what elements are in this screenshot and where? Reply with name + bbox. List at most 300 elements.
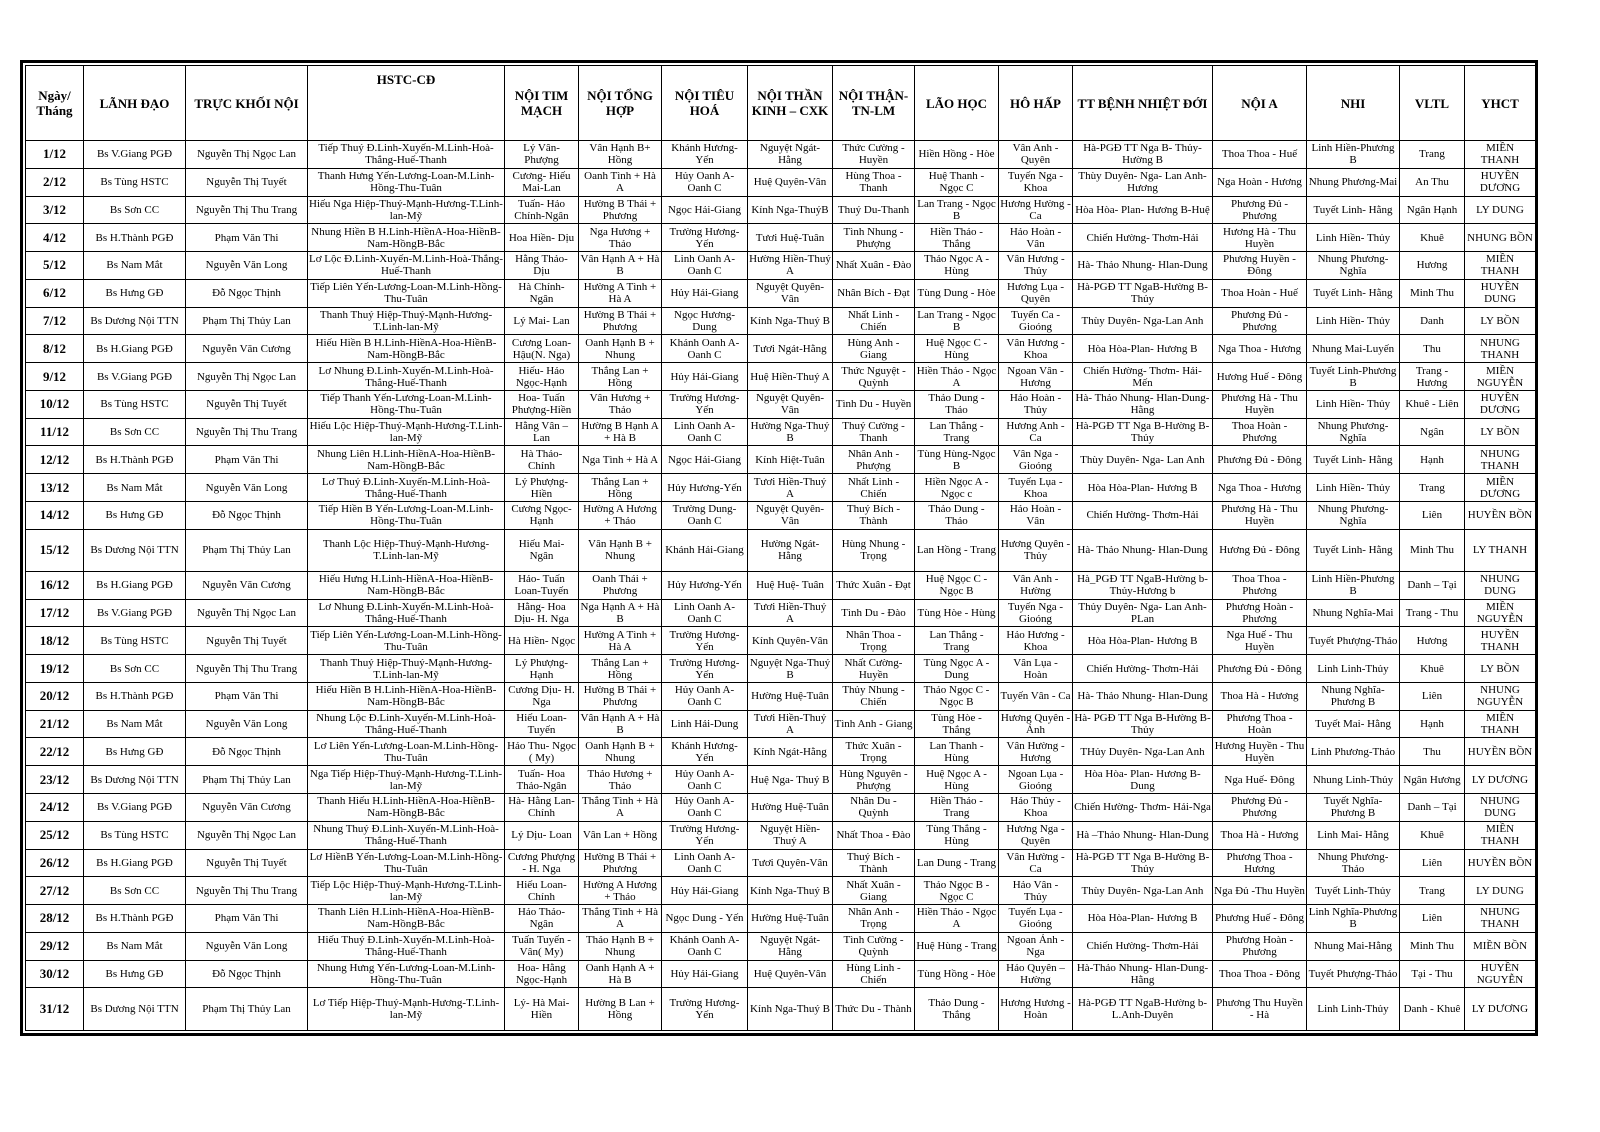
col-truc-khoi-noi-cell: Phạm Thị Thủy Lan bbox=[186, 529, 308, 571]
col-lao-hoc-cell: Tùng Hồng - Hòe bbox=[915, 960, 999, 988]
col-truc-khoi-noi-cell: Phạm Thị Thủy Lan bbox=[186, 307, 308, 335]
col-lao-hoc-cell: Huệ Ngọc C - Hùng bbox=[915, 335, 999, 363]
col-lao-hoc-cell: Tùng Hòe - Hùng bbox=[915, 599, 999, 627]
col-lao-hoc-cell: Hiền Thảo - Thắng bbox=[915, 224, 999, 252]
col-lao-hoc-cell: Tùng Ngọc A - Dung bbox=[915, 655, 999, 683]
col-ho-hap-cell: Tuyến Nga - Khoa bbox=[999, 168, 1073, 196]
col-truc-khoi-noi-cell: Nguyễn Thị Tuyết bbox=[186, 849, 308, 877]
col-lanh-dao-cell: Bs Nam Mắt bbox=[84, 252, 186, 280]
col-ho-hap-cell: Tuyến Lụa - Gioóng bbox=[999, 905, 1073, 933]
col-noi-tong-hop-cell: Hường B Thái + Phương bbox=[579, 307, 662, 335]
col-tt-benh-nhiet-doi-cell: Chiến Hường- Thơm-Hải bbox=[1073, 655, 1213, 683]
col-noi-tim-mach-cell: Hà Hiền- Ngọc bbox=[505, 627, 579, 655]
col-vltl-cell: Liên bbox=[1400, 905, 1465, 933]
col-yhct-cell: NHUNG NGUYỄN bbox=[1465, 682, 1536, 710]
col-noi-than-kinh-cell: Tươi Ngát-Hằng bbox=[748, 335, 833, 363]
col-truc-khoi-noi-cell: Nguyễn Văn Cương bbox=[186, 335, 308, 363]
col-noi-than-kinh-cell: Hường Huệ-Tuân bbox=[748, 682, 833, 710]
col-tt-benh-nhiet-doi-cell: Hà- Thảo Nhung- Hlan-Dung bbox=[1073, 682, 1213, 710]
date-cell: 8/12 bbox=[26, 335, 84, 363]
col-lao-hoc-cell: Huệ Ngọc A - Hùng bbox=[915, 766, 999, 794]
col-noi-a-cell: Nga Huế - Thu Huyền bbox=[1213, 627, 1307, 655]
col-nhi-cell: Linh Hiền- Thủy bbox=[1307, 474, 1400, 502]
col-noi-than-cell: Nhân Anh - Trọng bbox=[833, 905, 915, 933]
col-nhi-cell: Nhung Linh-Thủy bbox=[1307, 766, 1400, 794]
col-truc-khoi-noi-cell: Đỗ Ngọc Thịnh bbox=[186, 738, 308, 766]
col-lao-hoc-cell: Thảo Ngọc A - Hùng bbox=[915, 252, 999, 280]
date-cell: 7/12 bbox=[26, 307, 84, 335]
col-lao-hoc-cell: Tùng Hùng-Ngọc B bbox=[915, 446, 999, 474]
col-noi-tieu-hoa-cell: Ngọc Dung - Yến bbox=[662, 905, 748, 933]
col-noi-tim-mach-cell: Hà Chính- Ngân bbox=[505, 279, 579, 307]
col-truc-khoi-noi-cell: Nguyễn Văn Long bbox=[186, 710, 308, 738]
date-cell: 3/12 bbox=[26, 196, 84, 224]
col-lao-hoc-cell: Tùng Dung - Hòe bbox=[915, 279, 999, 307]
col-noi-tong-hop-cell: Hường B Hạnh A + Hà B bbox=[579, 418, 662, 446]
col-truc-khoi-noi-cell: Phạm Văn Thi bbox=[186, 446, 308, 474]
col-truc-khoi-noi-cell: Nguyễn Thị Tuyết bbox=[186, 627, 308, 655]
col-truc-khoi-noi-cell: Nguyễn Văn Long bbox=[186, 252, 308, 280]
col-noi-tieu-hoa-cell: Hủy Oanh A-Oanh C bbox=[662, 766, 748, 794]
col-noi-tong-hop-cell: Thắng Tình + Hà A bbox=[579, 905, 662, 933]
table-row bbox=[26, 766, 1536, 794]
col-ho-hap-cell: Hương Lụa - Quyên bbox=[999, 279, 1073, 307]
col-noi-tieu-hoa-cell: Ngọc Hải-Giang bbox=[662, 446, 748, 474]
col-ho-hap-cell: Hảo Quyên – Hường bbox=[999, 960, 1073, 988]
col-noi-tieu-hoa-cell: Linh Oanh A-Oanh C bbox=[662, 849, 748, 877]
col-noi-tim-mach-cell: Cương Ngọc- Hạnh bbox=[505, 501, 579, 529]
col-noi-than-cell: Thức Nguyệt - Quỳnh bbox=[833, 363, 915, 391]
col-tt-benh-nhiet-doi-cell: Hòa Hòa-Plan- Hương B bbox=[1073, 627, 1213, 655]
col-noi-tong-hop-cell: Oanh Tình + Hà A bbox=[579, 168, 662, 196]
col-noi-tong-hop-cell: Hường A Tình + Hà A bbox=[579, 279, 662, 307]
col-noi-tong-hop-cell: Vân Hạnh A + Hà B bbox=[579, 252, 662, 280]
col-lanh-dao-cell: Bs H.Giang PGĐ bbox=[84, 335, 186, 363]
col-truc-khoi-noi-cell: Đỗ Ngọc Thịnh bbox=[186, 960, 308, 988]
col-noi-a-cell: Phương Đủ - Phương bbox=[1213, 196, 1307, 224]
col-noi-than-cell: Hùng Nhung - Trọng bbox=[833, 529, 915, 571]
col-noi-than-cell: Nhân Thoa - Trọng bbox=[833, 627, 915, 655]
col-vltl-cell: Minh Thu bbox=[1400, 932, 1465, 960]
col-lanh-dao-cell: Bs Sơn CC bbox=[84, 877, 186, 905]
col-noi-tong-hop-cell: Thắng Tình + Hà A bbox=[579, 794, 662, 822]
col-noi-than-header: NỘI THẬN-TN-LM bbox=[833, 66, 915, 141]
table-row bbox=[26, 655, 1536, 683]
col-tt-benh-nhiet-doi-cell: Chiến Hường- Thơm-Hải bbox=[1073, 224, 1213, 252]
col-yhct-cell: NHUNG DUNG bbox=[1465, 571, 1536, 599]
col-yhct-cell: LY DUNG bbox=[1465, 877, 1536, 905]
col-noi-than-cell: Nhân Anh - Phượng bbox=[833, 446, 915, 474]
col-noi-than-kinh-cell: Huệ Huệ- Tuân bbox=[748, 571, 833, 599]
col-ho-hap-cell: Hương Hương - Hoàn bbox=[999, 988, 1073, 1031]
col-noi-a-cell: Phương Hoàn - Phương bbox=[1213, 932, 1307, 960]
col-noi-tim-mach-cell: Hoa- Tuấn Phượng-Hiền bbox=[505, 390, 579, 418]
col-vltl-cell: Ngân bbox=[1400, 418, 1465, 446]
col-nhi-cell: Nhung Phương-Nghĩa bbox=[1307, 252, 1400, 280]
date-cell: 21/12 bbox=[26, 710, 84, 738]
col-noi-tong-hop-cell: Nga Tình + Hà A bbox=[579, 446, 662, 474]
col-nhi-cell: Linh Mai- Hằng bbox=[1307, 821, 1400, 849]
col-hstc-cd-cell: Lơ Lộc Đ.Linh-Xuyến-M.Linh-Hoà-Thắng-Huế-Thanh bbox=[309, 253, 503, 278]
col-truc-khoi-noi-cell: Nguyễn Thị Ngọc Lan bbox=[186, 141, 308, 169]
col-vltl-cell: Trang bbox=[1400, 141, 1465, 169]
date-cell: 24/12 bbox=[26, 794, 84, 822]
col-yhct-cell: MIỀN NGUYỄN bbox=[1465, 363, 1536, 391]
col-noi-than-kinh-cell: Nguyệt Quyên-Vân bbox=[748, 390, 833, 418]
col-lanh-dao-cell: Bs Sơn CC bbox=[84, 196, 186, 224]
col-lao-hoc-cell: Tùng Thắng - Hùng bbox=[915, 821, 999, 849]
table-row bbox=[26, 307, 1536, 335]
col-noi-a-cell: Phương Huế - Đông bbox=[1213, 905, 1307, 933]
table-row bbox=[26, 252, 1536, 280]
col-noi-tim-mach-cell: Cương- Hiếu Mai-Lan bbox=[505, 168, 579, 196]
col-truc-khoi-noi-cell: Nguyễn Văn Cương bbox=[186, 571, 308, 599]
col-noi-tim-mach-cell: Lý Dịu- Loan bbox=[505, 821, 579, 849]
col-truc-khoi-noi-cell: Nguyễn Thị Thu Trang bbox=[186, 418, 308, 446]
col-noi-tim-mach-cell: Hoa- Hằng Ngọc-Hạnh bbox=[505, 960, 579, 988]
col-noi-than-cell: Nhân Bích - Đạt bbox=[833, 279, 915, 307]
date-cell: 25/12 bbox=[26, 821, 84, 849]
col-yhct-cell: HUYỀN THANH bbox=[1465, 627, 1536, 655]
col-noi-than-cell: Nhất Linh - Chiến bbox=[833, 474, 915, 502]
col-lao-hoc-cell: Thảo Dung - Thảo bbox=[915, 501, 999, 529]
col-noi-tieu-hoa-header: NỘI TIÊU HOÁ bbox=[662, 66, 748, 141]
col-noi-tim-mach-header: NỘI TIM MẠCH bbox=[505, 66, 579, 141]
col-yhct-cell: LY BỒN bbox=[1465, 307, 1536, 335]
col-vltl-cell: Tại - Thu bbox=[1400, 960, 1465, 988]
col-nhi-cell: Linh Nghĩa-Phương B bbox=[1307, 905, 1400, 933]
table-row bbox=[26, 363, 1536, 391]
col-nhi-cell: Tuyết Linh- Hằng bbox=[1307, 529, 1400, 571]
col-nhi-cell: Tuyết Linh- Hằng bbox=[1307, 196, 1400, 224]
col-truc-khoi-noi-cell: Phạm Văn Thi bbox=[186, 905, 308, 933]
col-hstc-cd-header: HSTC-CĐ bbox=[308, 66, 505, 141]
col-vltl-cell: Trang - Hương bbox=[1400, 363, 1465, 391]
table-row bbox=[26, 794, 1536, 822]
col-hstc-cd-cell: Nhung Hưng Yến-Lương-Loan-M.Linh-Hồng-Thu-Tuân bbox=[308, 960, 505, 988]
table-row bbox=[26, 141, 1536, 169]
col-noi-a-cell: Thoa Thoa - Phương bbox=[1213, 571, 1307, 599]
col-hstc-cd-cell: Thanh Thuý Hiệp-Thuý-Mạnh-Hương-T.Linh-lan-Mỹ bbox=[308, 307, 505, 335]
col-noi-tim-mach-cell: Cương Loan-Hậu(N. Nga) bbox=[505, 335, 579, 363]
col-lanh-dao-cell: Bs Hưng GĐ bbox=[84, 738, 186, 766]
table-row bbox=[26, 196, 1536, 224]
col-lao-hoc-cell: Lan Thanh - Hùng bbox=[915, 738, 999, 766]
col-noi-a-cell: Hương Đủ - Đông bbox=[1213, 529, 1307, 571]
col-vltl-cell: Hạnh bbox=[1400, 446, 1465, 474]
col-hstc-cd-cell: Hiếu Nga Hiệp-Thuý-Mạnh-Hương-T.Linh-lan-Mỹ bbox=[309, 197, 503, 222]
col-hstc-cd-cell: Lơ Thuý Đ.Linh-Xuyến-M.Linh-Hoà-Thắng-Huế-Thanh bbox=[308, 474, 505, 502]
col-noi-than-cell: Thức Xuân - Trọng bbox=[833, 738, 915, 766]
col-noi-tieu-hoa-cell: Trường Hương-Yến bbox=[662, 390, 748, 418]
col-tt-benh-nhiet-doi-cell: Hà- Thảo Nhung- Hlan-Dung bbox=[1073, 529, 1213, 571]
col-truc-khoi-noi-header: TRỰC KHỐI NỘI bbox=[186, 66, 308, 141]
col-hstc-cd-cell: Lơ Liên Yến-Lương-Loan-M.Linh-Hồng-Thu-Tuân bbox=[308, 738, 505, 766]
table-row bbox=[26, 529, 1536, 571]
col-ho-hap-cell: Hảo Vân - Thủy bbox=[999, 877, 1073, 905]
col-noi-tim-mach-cell: Hiếu Mai- Ngân bbox=[505, 529, 579, 571]
col-noi-than-kinh-cell: Huệ Quyên-Vân bbox=[748, 168, 833, 196]
col-yhct-cell: LY BỒN bbox=[1465, 655, 1536, 683]
col-noi-a-cell: Hương Huyền - Thu Huyền bbox=[1213, 738, 1307, 766]
date-cell: 13/12 bbox=[26, 474, 84, 502]
col-vltl-cell: Ngân Hương bbox=[1400, 766, 1465, 794]
table-row bbox=[26, 279, 1536, 307]
col-ho-hap-cell: Hương Quyên - Thủy bbox=[999, 529, 1073, 571]
col-noi-than-kinh-cell: Kính Nga-ThuýB bbox=[748, 196, 833, 224]
col-noi-tieu-hoa-cell: Khánh Oanh A-Oanh C bbox=[662, 335, 748, 363]
col-noi-tieu-hoa-cell: Khánh Oanh A-Oanh C bbox=[662, 932, 748, 960]
col-lanh-dao-cell: Bs Tùng HSTC bbox=[84, 390, 186, 418]
date-cell: 23/12 bbox=[26, 766, 84, 794]
col-tt-benh-nhiet-doi-cell: Hà –Thảo Nhung- Hlan-Dung bbox=[1073, 821, 1213, 849]
date-cell: 1/12 bbox=[26, 141, 84, 169]
col-hstc-cd-cell: Hiếu Hiền B H.Linh-HiềnA-Hoa-HiềnB-Nam-HồngB-Bắc bbox=[308, 335, 505, 363]
col-noi-tim-mach-cell: Tuấn- Hảo Chính-Ngân bbox=[505, 196, 579, 224]
col-hstc-cd-cell: Thanh Hiếu H.Linh-HiềnA-Hoa-HiềnB-Nam-HồngB-Bắc bbox=[308, 794, 505, 822]
col-noi-than-kinh-cell: Nguyệt Quyên-Vân bbox=[748, 501, 833, 529]
col-lanh-dao-cell: Bs H.Giang PGĐ bbox=[84, 849, 186, 877]
col-ho-hap-cell: Tuyến Nga - Gioóng bbox=[999, 599, 1073, 627]
col-noi-tim-mach-cell: Hoa Hiền- Dịu bbox=[505, 224, 579, 252]
col-tt-benh-nhiet-doi-cell: Chiến Hường- Thơm-Hải bbox=[1073, 932, 1213, 960]
col-truc-khoi-noi-cell: Nguyễn Thị Ngọc Lan bbox=[186, 363, 308, 391]
col-truc-khoi-noi-cell: Phạm Văn Thi bbox=[186, 682, 308, 710]
col-ho-hap-cell: Hương Quyên - Ảnh bbox=[999, 710, 1073, 738]
col-nhi-cell: Linh Hiền-Phương B bbox=[1307, 141, 1400, 169]
table-row bbox=[26, 224, 1536, 252]
col-tt-benh-nhiet-doi-cell: Hà-Thảo Nhung- Hlan-Dung- Hằng bbox=[1073, 960, 1213, 988]
col-noi-than-cell: Nhất Xuân - Giang bbox=[833, 877, 915, 905]
col-lanh-dao-cell: Bs H.Thành PGĐ bbox=[84, 905, 186, 933]
col-noi-than-kinh-cell: Nguyệt Ngát-Hằng bbox=[748, 141, 833, 169]
col-noi-tieu-hoa-cell: Hủy Oanh A-Oanh C bbox=[662, 168, 748, 196]
col-noi-than-cell: Thuý Du-Thanh bbox=[833, 196, 915, 224]
col-noi-tieu-hoa-cell: Khánh Hải-Giang bbox=[662, 529, 748, 571]
col-tt-benh-nhiet-doi-cell: THủy Duyên- Nga-Lan Anh bbox=[1073, 738, 1213, 766]
date-cell: 2/12 bbox=[26, 168, 84, 196]
col-hstc-cd-cell: Tiếp Thanh Yến-Lương-Loan-M.Linh-Hồng-Thu-Tuân bbox=[308, 390, 505, 418]
col-noi-tong-hop-cell: Oanh Hạnh A + Hà B bbox=[579, 960, 662, 988]
col-hstc-cd-cell: Hiếu Lộc Hiệp-Thuý-Mạnh-Hương-T.Linh-lan-Mỹ bbox=[308, 418, 505, 446]
col-noi-a-cell: Thoa Hà - Hương bbox=[1213, 682, 1307, 710]
col-truc-khoi-noi-cell: Nguyễn Văn Long bbox=[186, 932, 308, 960]
col-lao-hoc-cell: Lan Trang - Ngọc B bbox=[915, 196, 999, 224]
col-yhct-cell: HUYỀN BỒN bbox=[1465, 849, 1536, 877]
table-row bbox=[26, 821, 1536, 849]
col-nhi-cell: Nhung Phương-Thảo bbox=[1307, 849, 1400, 877]
col-noi-tong-hop-cell: Hường A Tình + Hà A bbox=[579, 627, 662, 655]
col-hstc-cd-cell: Nhung Lộc Đ.Linh-Xuyến-M.Linh-Hoà-Thắng-Huế-Thanh bbox=[308, 710, 505, 738]
col-nhi-cell: Tuyết Mai- Hằng bbox=[1307, 710, 1400, 738]
col-nhi-cell: Linh Hiền- Thủy bbox=[1307, 224, 1400, 252]
col-lanh-dao-cell: Bs H.Giang PGĐ bbox=[84, 571, 186, 599]
table-row bbox=[26, 682, 1536, 710]
col-nhi-header: NHI bbox=[1307, 66, 1400, 141]
col-noi-tim-mach-cell: Hiếu Loan- Tuyến bbox=[505, 710, 579, 738]
col-noi-than-kinh-cell: Huệ Quyên-Vân bbox=[748, 960, 833, 988]
col-vltl-cell: Khuê - Liên bbox=[1400, 390, 1465, 418]
col-truc-khoi-noi-cell: Đỗ Ngọc Thịnh bbox=[186, 279, 308, 307]
col-noi-tong-hop-cell: Hường B Thái + Phương bbox=[579, 196, 662, 224]
col-nhi-cell: Nhung Mai-Hằng bbox=[1307, 932, 1400, 960]
col-lanh-dao-cell: Bs V.Giang PGĐ bbox=[84, 794, 186, 822]
col-hstc-cd-cell: Tiếp Hiền B Yến-Lương-Loan-M.Linh-Hồng-Thu-Tuân bbox=[308, 501, 505, 529]
col-ho-hap-cell: Tuyến Lụa - Khoa bbox=[999, 474, 1073, 502]
col-tt-benh-nhiet-doi-cell: Hà-PGĐ TT NgaB-Hường b-L.Anh-Duyên bbox=[1073, 988, 1213, 1031]
col-hstc-cd-cell: Lơ Tiếp Hiệp-Thuý-Mạnh-Hương-T.Linh-lan-Mỹ bbox=[308, 988, 505, 1031]
col-noi-a-cell: Thoa Thoa - Đông bbox=[1213, 960, 1307, 988]
col-vltl-cell: Thu bbox=[1400, 738, 1465, 766]
col-tt-benh-nhiet-doi-cell: Chiến Hường- Thơm-Hải bbox=[1073, 501, 1213, 529]
col-noi-tong-hop-cell: Hường A Hương + Thảo bbox=[579, 501, 662, 529]
col-yhct-cell: LY THANH bbox=[1465, 529, 1536, 571]
col-tt-benh-nhiet-doi-cell: Thùy Duyên- Nga- Lan Anh-Hương bbox=[1073, 168, 1213, 196]
col-truc-khoi-noi-cell: Nguyễn Văn Long bbox=[186, 474, 308, 502]
col-lao-hoc-cell: Huệ Thanh - Ngọc C bbox=[915, 168, 999, 196]
col-nhi-cell: Linh Linh-Thủy bbox=[1307, 655, 1400, 683]
col-lao-hoc-cell: Thảo Ngọc C - Ngọc B bbox=[915, 682, 999, 710]
col-noi-than-cell: Thuý Bích - Thành bbox=[833, 501, 915, 529]
col-noi-than-cell: Thức Xuân - Đạt bbox=[833, 571, 915, 599]
col-truc-khoi-noi-cell: Phạm Thị Thủy Lan bbox=[186, 988, 308, 1031]
col-noi-than-cell: Hùng Linh - Chiến bbox=[833, 960, 915, 988]
roster-sheet bbox=[20, 60, 1538, 1036]
col-tt-benh-nhiet-doi-cell: Thùy Duyên- Nga-Lan Anh bbox=[1073, 877, 1213, 905]
col-noi-tong-hop-cell: Hường B Lan + Hồng bbox=[579, 988, 662, 1031]
col-lao-hoc-cell: Lan Thắng - Trang bbox=[915, 418, 999, 446]
date-cell: 20/12 bbox=[26, 682, 84, 710]
col-noi-tim-mach-cell: Lý Phượng- Hiền bbox=[505, 474, 579, 502]
col-ho-hap-cell: Vân Anh - Hường bbox=[999, 571, 1073, 599]
col-yhct-cell: MIỀN THANH bbox=[1465, 252, 1536, 280]
date-cell: 19/12 bbox=[26, 655, 84, 683]
col-yhct-cell: LY BỒN bbox=[1465, 418, 1536, 446]
col-noi-a-cell: Phương Đủ - Đông bbox=[1213, 655, 1307, 683]
date-cell: 14/12 bbox=[26, 501, 84, 529]
col-tt-benh-nhiet-doi-cell: Hòa Hòa- Plan- Hương B-Dung bbox=[1073, 766, 1213, 794]
col-tt-benh-nhiet-doi-cell: Chiến Hường- Thơm- Hải-Mến bbox=[1073, 363, 1213, 391]
col-ho-hap-cell: Ngoan Vân - Hương bbox=[999, 363, 1073, 391]
col-truc-khoi-noi-cell: Nguyễn Thị Tuyết bbox=[186, 168, 308, 196]
col-noi-tim-mach-cell: Tuấn- Hoa Thảo-Ngân bbox=[505, 766, 579, 794]
col-hstc-cd-cell: Thanh Hưng Yến-Lương-Loan-M.Linh-Hồng-Thu-Tuân bbox=[308, 168, 505, 196]
date-cell: 18/12 bbox=[26, 627, 84, 655]
date-cell: 12/12 bbox=[26, 446, 84, 474]
col-noi-tong-hop-cell: Thảo Hương + Thảo bbox=[579, 766, 662, 794]
col-nhi-cell: Tuyết Phượng-Thảo bbox=[1307, 627, 1400, 655]
col-lanh-dao-cell: Bs Nam Mắt bbox=[84, 710, 186, 738]
col-vltl-cell: Trang bbox=[1400, 474, 1465, 502]
date-cell: 15/12 bbox=[26, 529, 84, 571]
col-yhct-cell: LY DƯƠNG bbox=[1465, 766, 1536, 794]
col-noi-than-kinh-cell: Nguyệt Hiền-Thuý A bbox=[748, 821, 833, 849]
col-hstc-cd-cell: Nhung Hiền B H.Linh-HiềnA-Hoa-HiềnB-Nam-HồngB-Bắc bbox=[308, 224, 505, 252]
col-noi-tong-hop-cell: Oanh Thái + Phương bbox=[579, 571, 662, 599]
col-noi-tong-hop-header: NỘI TỔNG HỢP bbox=[579, 66, 662, 141]
roster-body bbox=[26, 141, 1536, 1031]
col-yhct-cell: NHUNG THANH bbox=[1465, 446, 1536, 474]
col-noi-than-cell: Tình Nhung - Phượng bbox=[833, 224, 915, 252]
col-ho-hap-cell: Hương Nga - Quyên bbox=[999, 821, 1073, 849]
col-tt-benh-nhiet-doi-cell: Hòa Hòa-Plan- Hương B bbox=[1073, 905, 1213, 933]
col-tt-benh-nhiet-doi-cell: Hà- PGĐ TT Nga B-Hường B-Thủy bbox=[1074, 712, 1211, 737]
col-ho-hap-cell: Hương Hường - Ca bbox=[1000, 197, 1071, 222]
col-lanh-dao-cell: Bs Dương Nội TTN bbox=[84, 529, 186, 571]
col-noi-tieu-hoa-cell: Ngọc Hải-Giang bbox=[662, 196, 748, 224]
col-noi-than-kinh-cell: Tươi Hiền-Thuý A bbox=[748, 474, 833, 502]
col-noi-than-kinh-cell: Huệ Hiền-Thuý A bbox=[748, 363, 833, 391]
col-ho-hap-cell: Vân Hương - Thủy bbox=[999, 252, 1073, 280]
col-noi-than-cell: Tình Anh - Giang bbox=[833, 710, 915, 738]
col-noi-than-kinh-cell: Hường Ngát-Hằng bbox=[748, 529, 833, 571]
col-noi-tong-hop-cell: Thắng Lan + Hồng bbox=[579, 655, 662, 683]
col-nhi-cell: Linh Hiền- Thủy bbox=[1307, 390, 1400, 418]
col-truc-khoi-noi-cell: Nguyễn Thị Thu Trang bbox=[186, 877, 308, 905]
date-cell: 26/12 bbox=[26, 849, 84, 877]
date-cell: 11/12 bbox=[26, 418, 84, 446]
table-row bbox=[26, 446, 1536, 474]
col-ho-hap-cell: Hảo Thủy - Khoa bbox=[999, 794, 1073, 822]
col-noi-than-cell: Nhất Thoa - Đào bbox=[833, 821, 915, 849]
col-noi-tieu-hoa-cell: Trường Hương-Yến bbox=[662, 988, 748, 1031]
col-nhi-cell: Tuyết Linh-Thủy bbox=[1307, 877, 1400, 905]
col-hstc-cd-cell: Tiếp Liên Yến-Lương-Loan-M.Linh-Hồng-Thu-Tuân bbox=[308, 627, 505, 655]
col-tt-benh-nhiet-doi-cell: Hà-PGĐ TT Nga B-Hường B-Thủy bbox=[1073, 418, 1213, 446]
col-ho-hap-cell: Tuyến Ca - Gioóng bbox=[999, 307, 1073, 335]
col-noi-tieu-hoa-cell: Hủy Hải-Giang bbox=[662, 363, 748, 391]
col-lao-hoc-cell: Lan Trang - Ngọc B bbox=[915, 307, 999, 335]
col-lao-hoc-header: LÃO HỌC bbox=[915, 66, 999, 141]
col-hstc-cd-cell: Nhung Thuý Đ.Linh-Xuyến-M.Linh-Hoà-Thắng-Huế-Thanh bbox=[308, 821, 505, 849]
col-noi-than-cell: Tình Cường - Quỳnh bbox=[833, 932, 915, 960]
col-tt-benh-nhiet-doi-cell: Hòa Hòa-Plan- Hương B bbox=[1073, 474, 1213, 502]
table-row bbox=[26, 390, 1536, 418]
date-cell: 5/12 bbox=[26, 252, 84, 280]
col-noi-than-cell: Hùng Anh - Giang bbox=[833, 335, 915, 363]
col-tt-benh-nhiet-doi-cell: Hòa Hòa- Plan- Hương B-Huệ bbox=[1073, 196, 1213, 224]
col-tt-benh-nhiet-doi-cell: Hà- Thảo Nhung- Hlan-Dung- Hằng bbox=[1073, 390, 1213, 418]
col-noi-tim-mach-cell: Lý Mai- Lan bbox=[505, 307, 579, 335]
col-noi-tim-mach-cell: Cương Phượng - H. Nga bbox=[505, 849, 579, 877]
col-truc-khoi-noi-cell: Nguyễn Thị Thu Trang bbox=[186, 655, 308, 683]
col-truc-khoi-noi-cell: Nguyễn Thị Tuyết bbox=[186, 390, 308, 418]
col-noi-tieu-hoa-cell: Trường Hương-Yến bbox=[662, 821, 748, 849]
col-noi-tong-hop-cell: Vân Hương + Thảo bbox=[579, 390, 662, 418]
col-yhct-cell: HUYỀN NGUYỄN bbox=[1465, 960, 1536, 988]
col-lanh-dao-cell: Bs Tùng HSTC bbox=[84, 168, 186, 196]
col-noi-tieu-hoa-cell: Linh Oanh A-Oanh C bbox=[662, 599, 748, 627]
col-nhi-cell: Linh Hiền-Phương B bbox=[1307, 571, 1400, 599]
col-yhct-cell: MIỀN NGUYỄN bbox=[1465, 599, 1536, 627]
col-noi-tieu-hoa-cell: Trường Hương-Yến bbox=[662, 655, 748, 683]
col-noi-than-cell: Thủy Nhung - Chiến bbox=[833, 682, 915, 710]
col-noi-tieu-hoa-cell: Trường Hương-Yến bbox=[662, 224, 748, 252]
col-vltl-cell: Trang bbox=[1400, 877, 1465, 905]
col-lao-hoc-cell: Hiền Ngọc A - Ngọc c bbox=[915, 474, 999, 502]
col-noi-than-cell: Tình Du - Đào bbox=[833, 599, 915, 627]
col-noi-a-cell: Phương Thu Huyền - Hà bbox=[1213, 988, 1307, 1031]
col-vltl-cell: Danh – Tại bbox=[1400, 794, 1465, 822]
col-lanh-dao-cell: Bs Hưng GĐ bbox=[84, 501, 186, 529]
col-lao-hoc-cell: Tùng Hòe - Thắng bbox=[915, 710, 999, 738]
col-lanh-dao-cell: Bs Dương Nội TTN bbox=[84, 307, 186, 335]
col-tt-benh-nhiet-doi-cell: Thùy Duyên- Nga- Lan Anh bbox=[1073, 446, 1213, 474]
col-yhct-cell: HUYỀN DUNG bbox=[1465, 279, 1536, 307]
col-lao-hoc-cell: Thảo Dung - Thắng bbox=[915, 988, 999, 1031]
col-hstc-cd-cell: Thanh Thuý Hiệp-Thuý-Mạnh-Hương-T.Linh-lan-Mỹ bbox=[308, 655, 505, 683]
table-row bbox=[26, 877, 1536, 905]
